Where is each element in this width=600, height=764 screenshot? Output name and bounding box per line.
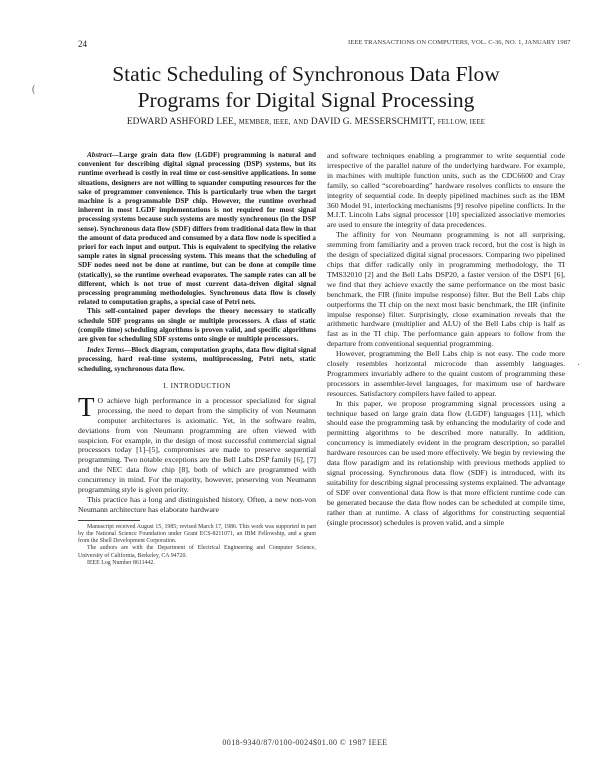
body-paragraph-2: The affinity for von Neumann programming is not all surprising, stemming from familiarity and a proven track record, but the cost is high in the design of specialized digital signal processors. Comparing two pipelined chips that differ radically only in programming methodology, the TI TMS32010 [2] and the Bell Labs DSP20, a faster version of the DSP1 [6], we find that they achieve exactly the same performance on the most basic benchmark, the FIR (finite impulse response) filter. But the Bell Labs chip outperforms the TI chip on the next most basic benchmark, the IIR (infinite impulse response) filter. Surprisingly, close examination reveals that the arithmetic hardware (multiplier and ALU) of the Bell Labs chip is half as fast as in the TI chip. The performance gain appears to follow from the departure from conventional sequential programming. [327,230,565,349]
intro-paragraph-1 [78,391,316,495]
copyright-identifier: 0018-9340/87/0100-0024$01.00 © 1987 IEEE [222,738,388,747]
abstract [78,151,316,307]
margin-mark-right: · [577,360,581,371]
author-conjunction: AND [293,119,309,126]
body-paragraph-4: In this paper, we propose programming signal processors using a technique based on large grain data flow (LGDF) languages [11], which should ease the programming task by enhancing the modularity of code and permitting algorithms to be described more naturally. In addition, concurrency is immediately evident in the program description, so parallel hardware resources can be used more effectively. We begin by reviewing the data flow paradigm and its relationship with previous methods applied to signal processing. Synchronous data flow (SDF) is introduced, with its suitability for describing signal processing systems explained. The advantage of SDF over conventional data flow is that more efficient runtime code can be generated because the data flow nodes can be scheduled at compile time, rather than at runtime. A class of algorithms for constructing sequential (single processor) schedules is proven valid, and a simple [327,398,565,527]
intro-paragraph-1-text: O achieve high performance in a processor specialized for signal processing, the need to depart from the simplicity of von Neumann computer architectures is axiomatic. Yet, in the software realm, deviations from von Neumann programming are often viewed with suspicion. For example, in the design of most successful commercial signal processors today [1]–[5], compromises are made to preserve sequential programming. Two notable exceptions are the Bell Labs DSP family [6], [7] and the NEC data flow chip [8], both of which are programmed with concurrency in mind. For the majority, however, preserving von Neumann programming style is given priority. [78,395,316,495]
author-2-grade: FELLOW, IEEE [437,119,486,126]
abstract-text: Large grain data flow (LGDF) programming is natural and convenient for describing digital signal processing (DSP) systems, but its runtime overhead is costly in real time or cost-sensitive applications. In some situations, designers are not willing to squander computing resources for the sake of programmer convenience. This is particularly true when the target machine is a programmable DSP chip. However, the runtime overhead inherent in most LGDF implementations is not required for most signal processing systems because such systems are mostly synchronous (in the DSP sense). Synchronous data flow (SDF) differs from traditional data flow in that the amount of data produced and consumed by a data flow node is specified a priori for each input and output. This is equivalent to specifying the relative sample rates in signal processing system. This means that the scheduling of SDF nodes need not be done at runtime, but can be done at compile time (statically), so the runtime overhead evaporates. The sample rates can all be different, which is not true of most current data-driven digital signal processing programming methodologies. Synchronous data flow is closely related to computation graphs, a special case of Petri nets. [78,151,316,307]
footnote-affiliation: The authors are with the Department of Electrical Engineering and Computer Science, University of California, Berkeley, CA 94720. [78,545,316,559]
index-terms-text: Block diagram, computation graphs, data flow digital signal processing, hard real-time systems, multiprocessing, Petri nets, static scheduling, synchronous data flow. [78,346,316,373]
paper-title [60,61,552,113]
footnote-log-number: IEEE Log Number 8611442. [87,559,155,566]
body-paragraph-3: However, programming the Bell Labs chip is not easy. The code more closely resembles horizontal microcode than assembly languages. Programmers invariably adhere to the quaint custom of programming these processors in assembler-level languages, for maximum use of hardware resources. Satisfactory compilers have failed to appear. [327,349,565,398]
left-column [78,151,316,567]
margin-mark-top: ( [32,84,36,95]
drop-cap: T [78,391,95,422]
author-line [60,117,552,127]
running-head: IEEE TRANSACTIONS ON COMPUTERS, VOL. C-36, NO. 1, JANUARY 1987 [348,39,571,46]
author-2: DAVID G. MESSERSCHMITT, [310,117,436,127]
body-paragraph-1: and software techniques enabling a programmer to write sequential code irrespective of the parallel nature of the underlying hardware. For example, in machines with multiple function units, such as the CDC6600 and Cray family, so called “scoreboarding” hardware resolves conflicts to ensure the integrity of sequential code. In deeply pipelined machines such as the IBM 360 Model 91, interlocking mechanisms [9] resolve pipeline conflicts. In the M.I.T. Lincoln Labs signal processor [10] specialized associative memories are used to ensure the integrity of data precedences. [327,151,565,230]
title-line-1: Static Scheduling of Synchronous Data Flow [112,62,500,86]
footnote-rule [78,520,140,521]
section-heading-introduction: I. INTRODUCTION [163,381,231,390]
title-line-2: Programs for Digital Signal Processing [137,88,475,112]
footnote-manuscript: Manuscript received August 15, 1985; revised March 17, 1986. This work was supported in part by the National Science Foundation under Grant ECS-8211071, an IBM Fellowship, and a grant from the Shell Development Corporation. [78,523,316,545]
intro-paragraph-2: This practice has a long and distinguished history. Often, a new non-von Neumann architecture has elaborate hardware [78,494,316,514]
index-terms-lead: Index Terms— [87,346,132,355]
abstract-paragraph-2: This self-contained paper develops the theory necessary to statically schedule SDF programs on single or multiple processors. A class of static (compile time) scheduling algorithms is proven valid, and specific algorithms are given for scheduling SDF systems onto single or multiple processors. [78,307,316,344]
page-number: 24 [78,39,87,49]
abstract-lead: Abstract— [87,151,119,159]
right-column [327,151,565,527]
index-terms [78,346,316,374]
author-1-grade: MEMBER, IEEE, [238,119,291,126]
author-1: EDWARD ASHFORD LEE, [126,117,237,127]
